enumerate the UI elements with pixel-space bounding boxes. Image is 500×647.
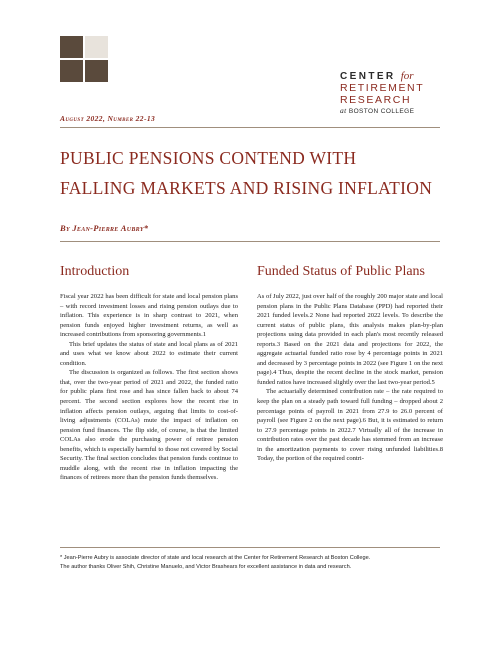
- author-rule: [60, 241, 440, 242]
- author-footnote: [60, 554, 450, 572]
- introduction-paragraph-1: Fiscal year 2022 has been difficult for state and local pension plans – with record investment losses and rising pension outlays due to inflation. This experience is in sharp contrast to 2021, when pension funds enjoyed higher investment returns, as well as increased contributions from sponsoring governments.1: [60, 293, 238, 339]
- header-rule: [60, 127, 440, 128]
- funded-status-paragraph-1: As of July 2022, just over half of the roughly 200 major state and local pension plans in the Public Plans Database (PPD) had reported their 2021 funded levels.2 None had reported 2022 levels. To describe the current status of public plans, this analysis makes plan-by-plan projections using data provided in each plan's most recently released reports.3 Based on the 2021 data and projections for 2022, the aggregate actuarial funded ratio rose by 4 percentage points in 2021 and decreased by 3 percentage points in 2022 (see Figure 1 on the next page).4 Thus, despite the recent decline in the stock market, pension funded ratios have increased slightly over the last two-year period.5: [257, 293, 443, 386]
- funded-status-heading: Funded Status of Public Plans: [257, 264, 426, 279]
- introduction-body: [60, 292, 238, 483]
- logo-line-research: RESEARCH: [340, 94, 412, 106]
- logo-square-bottom-right: [85, 60, 108, 82]
- logo-line-retirement: RETIREMENT: [340, 82, 425, 94]
- introduction-heading: Introduction: [60, 264, 130, 279]
- logo-line-boston-college: at BOSTON COLLEGE: [340, 106, 415, 115]
- introduction-paragraph-3: The discussion is organized as follows. The first section shows that, over the two-year period of 2021 and 2022, the funded ratio for public plans first rose and has since fallen back to about 74 percent. The second section explores how the recent rise in inflation affects pension outlays, arguing that limits to cost-of-living adjustments (COLAs) mute the impact of inflation on pension fund finances. The flip side, of course, is that the limited COLAs also erode the purchasing power of retiree pension benefits, which is especially harmful to those not covered by Social Security. The final section concludes that pension funds continue to muddle along, with the recent rise in inflation impacting the finances of retirees more than the pension funds themselves.: [60, 369, 238, 482]
- issue-date-number: August 2022, Number 22-13: [60, 114, 156, 123]
- funded-status-body: [257, 292, 443, 464]
- author-byline: By Jean-Pierre Aubry*: [60, 223, 149, 233]
- footnote-line-1: * Jean-Pierre Aubry is associate director of state and local research at the Center for Retirement Research at Boston College.: [60, 555, 371, 561]
- logo-square-bottom-left: [60, 60, 83, 82]
- crr-logo[interactable]: [340, 70, 440, 115]
- logo-square-top-right: [85, 36, 108, 58]
- logo-square-top-left: [60, 36, 83, 58]
- title-line-1: PUBLIC PENSIONS CONTEND WITH: [60, 148, 357, 168]
- funded-status-paragraph-2: The actuarially determined contribution rate – the rate required to keep the plan on a steady path toward full funding – dropped about 2 percentage points of payroll in 2021 from 27.9 to 26.0 percent of payroll (see Figure 2 on the next page).6 But, it is estimated to return to 27.9 percentage points in 2022.7 Virtually all of the increase in contribution rates over the past decade has stemmed from an increase in the amortization payments to cover rising unfunded liabilities.8 Today, the portion of the required contri-: [257, 388, 443, 463]
- introduction-paragraph-2: This brief updates the status of state and local plans as of 2021 and uses what we know about 2022 to estimate their current condition.: [60, 340, 238, 367]
- footnote-rule: [60, 547, 440, 548]
- logo-line-center: CENTER for: [340, 70, 414, 82]
- title-line-2: FALLING MARKETS AND RISING INFLATION: [60, 178, 433, 198]
- footnote-line-2: The author thanks Oliver Shih, Christine Manuelo, and Victor Brashears for excellent assistance in data and research.: [60, 564, 352, 570]
